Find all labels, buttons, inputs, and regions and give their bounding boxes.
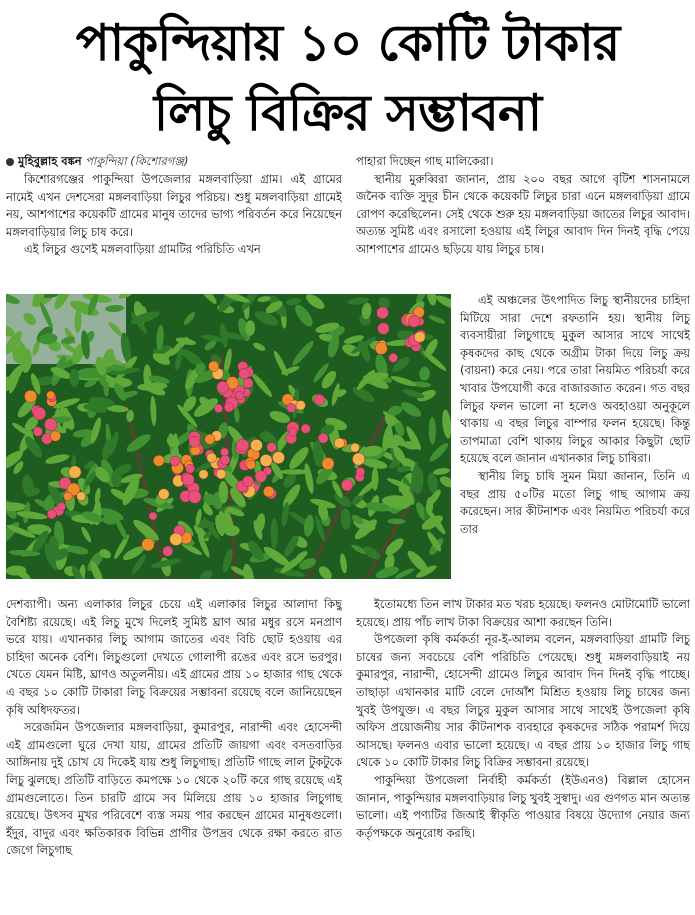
lychee-fruit	[377, 307, 389, 319]
paragraph: এই লিচুর গুণেই মঙ্গলবাড়িয়া গ্রামটির পরিচিতি এখন	[24, 242, 261, 257]
lychee-fruit	[207, 453, 217, 463]
lychee-fruit	[47, 510, 56, 519]
leaf	[271, 518, 278, 549]
lychee-fruit	[47, 391, 55, 399]
lychee-fruit	[260, 454, 272, 466]
article-column-b	[356, 153, 690, 287]
bullet-icon	[6, 158, 14, 166]
lychee-fruit	[33, 407, 46, 420]
paragraph: স্থানীয় লিচু চাষি সুমন মিয়া জানান, তিনি এ বছর প্রায় ৫০টির মতো লিচু গাছ আগাম ক্রয় করেছেন। সার কীটনাশক এবং নিয়মিত পরিচর্যা করে তার	[460, 468, 690, 536]
paragraph: ইতোমধ্যে তিন লাখ টাকার মত খরচ হয়েছে। ফলনও মোটামোটি ভালো হয়েছে। প্রায় পাঁচ লাখ টাকা বিক্রয়ের আশা করছেন তিনি।	[356, 597, 690, 629]
article-column-c	[460, 292, 690, 582]
lychee-fruit	[205, 434, 215, 444]
lychee-fruit	[224, 403, 233, 412]
lychee-fruit	[189, 436, 200, 447]
lychee-fruit	[153, 455, 164, 466]
lychee-fruit	[216, 469, 226, 479]
lychee-fruit	[199, 470, 208, 479]
lychee-fruit	[378, 323, 390, 335]
lychee-fruit	[314, 394, 324, 404]
lychee-fruit	[158, 489, 169, 500]
lychee-fruit	[235, 391, 244, 400]
lychee-fruit	[255, 471, 267, 483]
lychee-fruit	[182, 474, 194, 486]
lychee-fruit	[296, 401, 306, 411]
lychee-fruit	[170, 456, 180, 466]
leaf	[280, 469, 309, 474]
paragraph: স্থানীয় মুরুব্বিরা জানান, প্রায় ২০০ বছর আগে বৃটিশ শাসনামলে জনৈক ব্যক্তি সুদূর চীন থেকে কয়েকটি লিচুর চারা এনে মঙ্গলবাড়িয়া গ্রামে রোপণ করেছিলেন। সেই থেকে শুরু হয় মঙ্গলবাড়িয়া জাতের লিচুর আবাদ। অত্যন্ত সুমিষ্ট এবং রসালো হওয়ায় এই লিচুর আবাদ দিন দিনই বৃদ্ধি পেয়ে আশপাশের গ্রামেও ছড়িয়ে যায় লিচুর চাষ।	[356, 171, 690, 256]
lychee-fruit	[50, 431, 60, 441]
lychee-fruit	[243, 476, 254, 487]
headline-line-2: লিচু বিক্রির সম্ভাবনা	[153, 84, 542, 142]
lychee-fruit	[64, 492, 73, 501]
lychee-fruit	[356, 467, 365, 476]
lychee-fruit	[352, 453, 364, 465]
lychee-fruit	[246, 460, 255, 469]
lychee-fruit	[239, 368, 250, 379]
byline-location: পাকুন্দিয়া (কিশোরগঞ্জ)	[85, 154, 189, 168]
lychee-fruit	[322, 458, 334, 470]
lychee-fruit	[375, 342, 387, 354]
lychee-fruit	[350, 443, 359, 452]
lychee-fruit	[214, 404, 222, 412]
lychee-fruit	[221, 448, 229, 456]
paragraph: উপজেলা কৃষি কর্মকর্তা নূর-ই-আলম বলেন, মঙ্গলবাড়িয়া গ্রামটি লিচু চাষের জন্য সবচেয়ে বেশি পরিচিতি পেয়েছে। শুধু মঙ্গলবাড়িয়াই নয় কুমারপুর, নারান্দী, হোসেন্দী গ্রামেও লিচুর আবাদ দিন দিনই বৃদ্ধি পাচ্ছে। তাছাড়া এখানকার মাটি বেলে দোআঁশ মিশ্রিত হওয়ায় লিচু চাষের জন্য খুবই উপযুক্ত। এ বছর লিচুর মুকুল আসার সাথে সাথেই উপজেলা কৃষি অফিস প্রয়োজনীয় সার কীটনাশক ব্যবহারে কৃষকদের সঠিক পরামর্শ দিয়ে আসছে। ফলনও এবার ভালো হয়েছে। এ বছর প্রায় ১০ হাজার লিচু গাছ থেকে ১০ কোটি টাকার লিচু বিক্রির সম্ভাবনা রয়েছে।	[356, 632, 690, 770]
lychee-fruit	[243, 378, 253, 388]
lychee-fruit	[389, 353, 398, 362]
lychee-fruit	[341, 480, 352, 491]
lychee-fruit	[272, 452, 284, 464]
lychee-fruit	[220, 455, 230, 465]
lychee-fruit	[77, 492, 86, 501]
leaf	[69, 369, 79, 387]
lychee-fruit	[163, 546, 173, 556]
lychee-fruit	[45, 418, 58, 431]
lychee-fruit	[170, 533, 183, 546]
article-column-d	[6, 596, 342, 911]
lychee-fruit	[209, 361, 219, 371]
paragraph: এই অঞ্চলের উৎপাদিত লিচু স্থানীয়দের চাহিদা মিটিয়ে সারা দেশে রফতানি হয়। স্থানীয় লিচু ব্যবসায়ীরা লিচুগাছে মুকুল আসার সাথে সাথেই কৃষকদের কাছ থেকে অগ্রীম টাকা দিয়ে লিচু ক্রয় (বায়না) করে নেয়। পরে তারা নিয়মিত পরিচর্যা করে খাবার উপযোগী করে বাজারজাত করেন। গত বছর লিচুর ফলন ভালো না হলেও অবহাওয়া অনুকূলে থাকায় এ বছর লিচুর বাম্পার ফলন হয়েছে। কিন্তু তাপমাত্রা বেশি থাকায় লিচুর আকার কিছুটা ছোট হয়েছে বলে জানান এখানকার লিচু চাষিরা।	[460, 293, 690, 466]
lychee-tree-photo	[6, 294, 451, 579]
lychee-fruit	[142, 538, 155, 551]
lychee-fruit	[287, 403, 296, 412]
byline-author: মুহিবুল্লাহ বঙ্কন	[18, 154, 82, 168]
lychee-fruit	[24, 390, 36, 402]
lychee-fruit	[69, 466, 81, 478]
lychee-fruit	[414, 332, 425, 343]
lychee-fruit	[318, 433, 328, 443]
lychee-fruit	[186, 464, 195, 473]
headline-line-1: পাকুন্দিয়ায় ১০ কোটি টাকার	[75, 14, 620, 72]
lychee-fruit	[237, 439, 249, 451]
paragraph: দেশব্যাপী। অন্য এলাকার লিচুর চেয়ে এই এলাকার লিচুর আলাদা কিছু বৈশিষ্ট্য রয়েছে। এই লিচু মুখে দিলেই সুমিষ্ট ঘ্রাণ আর মধুর রসে মনপ্রাণ ভরে যায়। এখানকার লিচু আগাম জাতের এবং বিচি ছোট হওয়ায় এর চাহিদা অনেক বেশি। লিচুগুলো দেখতে গোলাপী রঙের এবং রসে ভরপুর। খেতে যেমন মিষ্টি, ঘ্রাণও অতুলনীয়। এই গ্রামের প্রায় ১০ হাজার গাছ থেকে এ বছর ১০ কোটি টাকারা লিচু বিক্রয়ের সম্ভাবনা রয়েছে বলে জানিয়েছেন কৃষি অধিদফতর।	[6, 597, 342, 717]
paragraph: সরেজমিন উপজেলার মঙ্গলবাড়িয়া, কুমারপুর, নারান্দী এবং হোসেন্দী এই গ্রামগুলো ঘুরে দেখা যায়, গ্রামের প্রতিটি জায়গা এবং বসতবাড়ির আঙ্গিনায় দুই চোখ যে দিকেই যায় শুধু লিচুগাছ। প্রতিটি গাছে লাল টুকটুকে লিচু ঝুলছে। প্রতিটি বাড়িতে কমপক্ষে ১০ থেকে ২০টি করে গাছ রয়েছে এই গ্রামগুলোতে। তিন চারটি গ্রামে সব মিলিয়ে প্রায় ১০ হাজার লিচুগাছ রয়েছে। উৎসব মুখর পরিবেশে ব্যস্ত সময় পার করছেন গ্রামের মানুষগুলো। ইঁদুর, বাদুর এবং ক্ষতিকারক বিভিন্ন প্রাণীর উপদ্রব থেকে রক্ষা করতে রাত জেগে লিচুগাছ	[6, 720, 342, 858]
article-column-a	[6, 171, 342, 287]
lychee-fruit	[149, 512, 157, 520]
paragraph: পাকুন্দিয়া উপজেলা নির্বাহী কর্মকর্তা (ইউএনও) বিল্লাল হোসেন জানান, পাকুন্দিয়ার মঙ্গলবাড়িয়ার লিচু খুবই সুস্বাদু। এর গুণগত মান অত্যন্ত ভালো। এই পণ্যটির জিআই স্বীকৃতি পাওয়ার বিষয়ে উদ্যোগ নেয়ার জন্য কর্তৃপক্ষকে অনুরোধ করছি।	[356, 772, 690, 840]
lychee-fruit	[267, 443, 277, 453]
lychee-fruit	[251, 439, 263, 451]
lychee-fruit	[408, 315, 420, 327]
lychee-fruit	[58, 502, 66, 510]
lychee-fruit	[217, 381, 229, 393]
byline	[6, 153, 188, 171]
lychee-fruit	[33, 427, 42, 436]
leaf	[245, 320, 255, 335]
lychee-fruit	[301, 424, 310, 433]
lychee-fruit	[334, 438, 344, 448]
lychee-fruit	[188, 491, 201, 504]
paragraph: কিশোরগঞ্জের পাকুন্দিয়া উপজেলার মঙ্গলবাড়িয়া গ্রাম। এই গ্রামের নামেই এখন দেশসেরা মঙ্গলবাড়িয়া লিচুর পরিচয়। শুধু মঙ্গলবাড়িয়া গ্রামেই নয়, আশপাশের কয়েকটি গ্রামের মানুষ তাদের ভাগ্য পরিবর্তন করে নিয়েছেন মঙ্গলবাড়িয়ার লিচু চাষ করে।	[6, 172, 342, 239]
article-column-e	[356, 596, 690, 911]
lychee-photo-illustration	[6, 294, 451, 579]
lychee-fruit	[288, 428, 297, 437]
lychee-fruit	[263, 486, 274, 497]
paragraph: পাহারা দিচ্ছেন গাছ মালিকেরা।	[356, 154, 494, 168]
